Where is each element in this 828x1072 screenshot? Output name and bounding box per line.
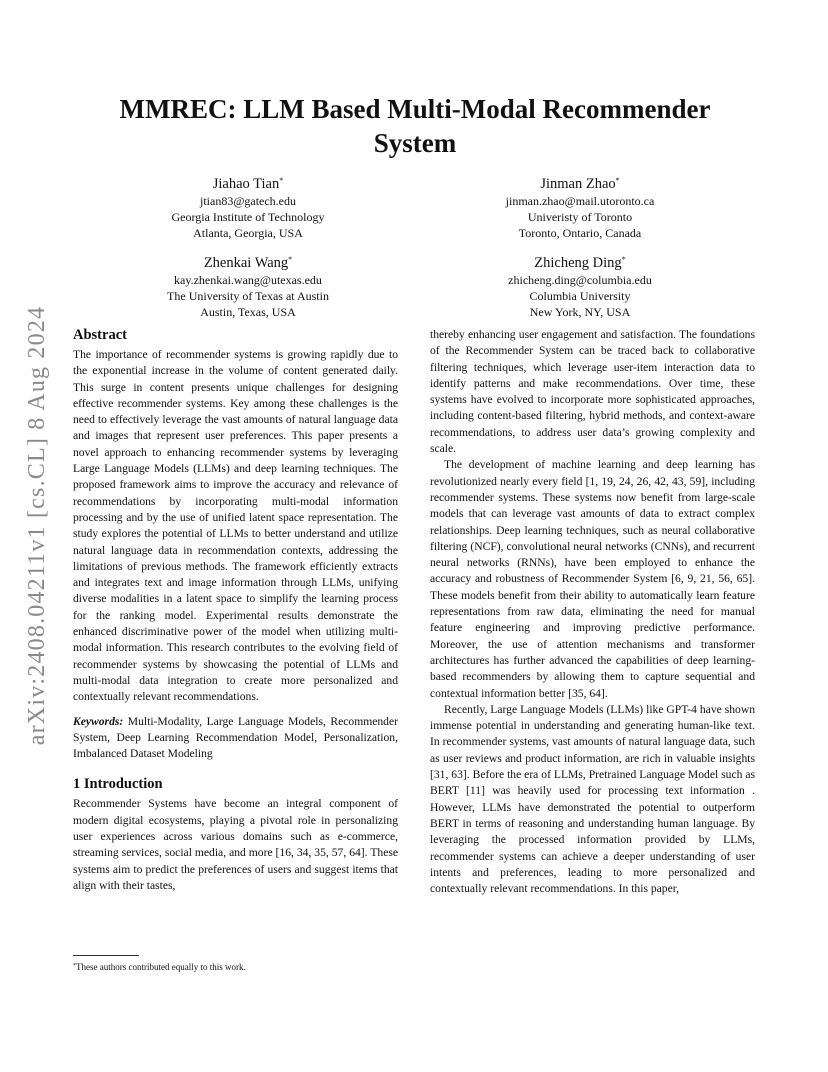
author-email: jtian83@gatech.edu (199, 194, 297, 208)
author-mark: * (288, 255, 293, 264)
keywords-text: Multi-Modality, Large Language Models, Recommender System, Deep Learning Recommendation Model, Personalization, Imbalanced Dataset Modeling (73, 714, 398, 761)
left-column (73, 325, 398, 894)
author-mark: * (279, 176, 284, 185)
right-column (430, 327, 755, 897)
paper-title: MMREC: LLM Based Multi-Modal Recommender System (119, 94, 711, 158)
arxiv-identifier-text: arXiv:2408.04211v1 [cs.CL] 8 Aug 2024 (24, 305, 51, 745)
author-location: Atlanta, Georgia, USA (193, 225, 303, 240)
author-name: Zhenkai Wang (203, 255, 289, 271)
author-name: Zhicheng Ding (534, 255, 622, 271)
author-block (430, 171, 730, 241)
author-location: New York, NY, USA (529, 304, 631, 319)
abstract-heading: Abstract (73, 327, 127, 343)
author-affiliation: Georgia Institute of Technology (171, 209, 325, 224)
author-block (98, 250, 398, 320)
abstract-text: The importance of recommender systems is growing rapidly due to the exponential increase in the volume of content generated daily. This surge in content presents unique challenges for designing effective recommender systems. Key among these challenges is the need to effectively leverage the vast amounts of natural language data and images that represent user preferences. This paper presents a novel approach to enhancing recommender systems by leveraging Large Language Models (LLMs) and deep learning techniques. The proposed framework aims to improve the accuracy and relevance of recommendations by incorporating multi-modal information processing and by the use of unified latent space representation. The study explores the potential of LLMs to better understand and utilize natural language data in recommendation contexts, addressing the limitations of previous methods. The framework efficiently extracts and integrates text and image information through LLMs, unifying diverse modalities in a latent space to simplify the learning process for the ranking model. Experimental results demonstrate the enhanced discriminative power of the model when utilizing multi-modal information. This research contributes to the evolving field of recommender systems by showcasing the potential of LLMs and multi-modal data integration to create more personalized and contextually relevant recommendations. (73, 348, 398, 704)
author-affiliation: Columbia University (529, 288, 631, 303)
author-block (430, 250, 730, 320)
author-name: Jiahao Tian (212, 176, 280, 192)
footnote (73, 960, 246, 973)
author-mark: * (615, 176, 620, 185)
author-affiliation: Univeristy of Toronto (527, 209, 633, 224)
body-paragraph: thereby enhancing user engagement and satisfaction. The foundations of the Recommender System can be traced back to collaborative filtering techniques, which leverage user-item interaction data to identify patterns and make recommendations. Over time, these systems have evolved to incorporate more sophisticated approaches, including content-based filtering, hybrid methods, and context-aware recommendations, to address user data’s growing complexity and scale. (430, 328, 755, 456)
keywords (73, 714, 398, 763)
author-email: kay.zhenkai.wang@utexas.edu (174, 273, 322, 287)
author-mark: * (621, 255, 626, 264)
author-location: Austin, Texas, USA (200, 304, 296, 319)
body-paragraph: The development of machine learning and deep learning has revolutionized nearly every field [1, 19, 24, 26, 42, 43, 59], including recommender systems. These systems now benefit from large-scale models that can leverage vast amounts of data to extract complex relationships. Deep learning techniques, such as neural collaborative filtering (NCF), convolutional neural networks (CNNs), and recurrent neural networks (RNNs), have been employed to enhance the accuracy and robustness of Recommender System [6, 9, 21, 56, 65]. These models benefit from their ability to automatically learn feature representations from raw data, eliminating the need for manual feature engineering and improving predictive performance. Moreover, the use of attention mechanisms and transformer architectures has further advanced the capabilities of deep learning-based recommenders by allowing them to capture sequential and contextual information better [35, 64]. (430, 458, 755, 700)
keywords-label: Keywords: (73, 714, 124, 728)
footnote-text: These authors contributed equally to this work. (76, 962, 246, 972)
body-paragraph: Recently, Large Language Models (LLMs) like GPT-4 have shown immense potential in understanding and generating human-like text. In recommender systems, vast amounts of natural language data, such as user reviews and product information, are rich in valuable insights [31, 63]. Before the era of LLMs, Pretrained Language Model such as BERT [11] was heavily used for processing text information . However, LLMs have demonstrated the potential to outperform BERT in terms of reasoning and understanding human language. By leveraging the processed information provided by LLMs, recommender systems can achieve a deeper understanding of user intents and preferences, leading to more personalized and contextually relevant recommendations. In this paper, (430, 702, 755, 896)
author-email: zhicheng.ding@columbia.edu (508, 273, 652, 287)
section-heading-introduction: 1 Introduction (73, 776, 163, 793)
footnote-rule (73, 955, 139, 956)
intro-paragraph: Recommender Systems have become an integral component of modern digital ecosystems, playing a pivotal role in personalizing user experiences across various domains such as e-commerce, streaming services, social media, and more [16, 34, 35, 57, 64]. These systems aim to predict the preferences of users and suggest items that align with their tastes, (73, 797, 398, 892)
author-block (98, 171, 398, 241)
footnote-mark: * (73, 963, 76, 969)
author-name: Jinman Zhao (540, 176, 616, 192)
author-affiliation: The University of Texas at Austin (167, 288, 329, 303)
author-email: jinman.zhao@mail.utoronto.ca (505, 194, 655, 208)
author-location: Toronto, Ontario, Canada (518, 225, 642, 240)
arxiv-identifier (18, 290, 58, 760)
